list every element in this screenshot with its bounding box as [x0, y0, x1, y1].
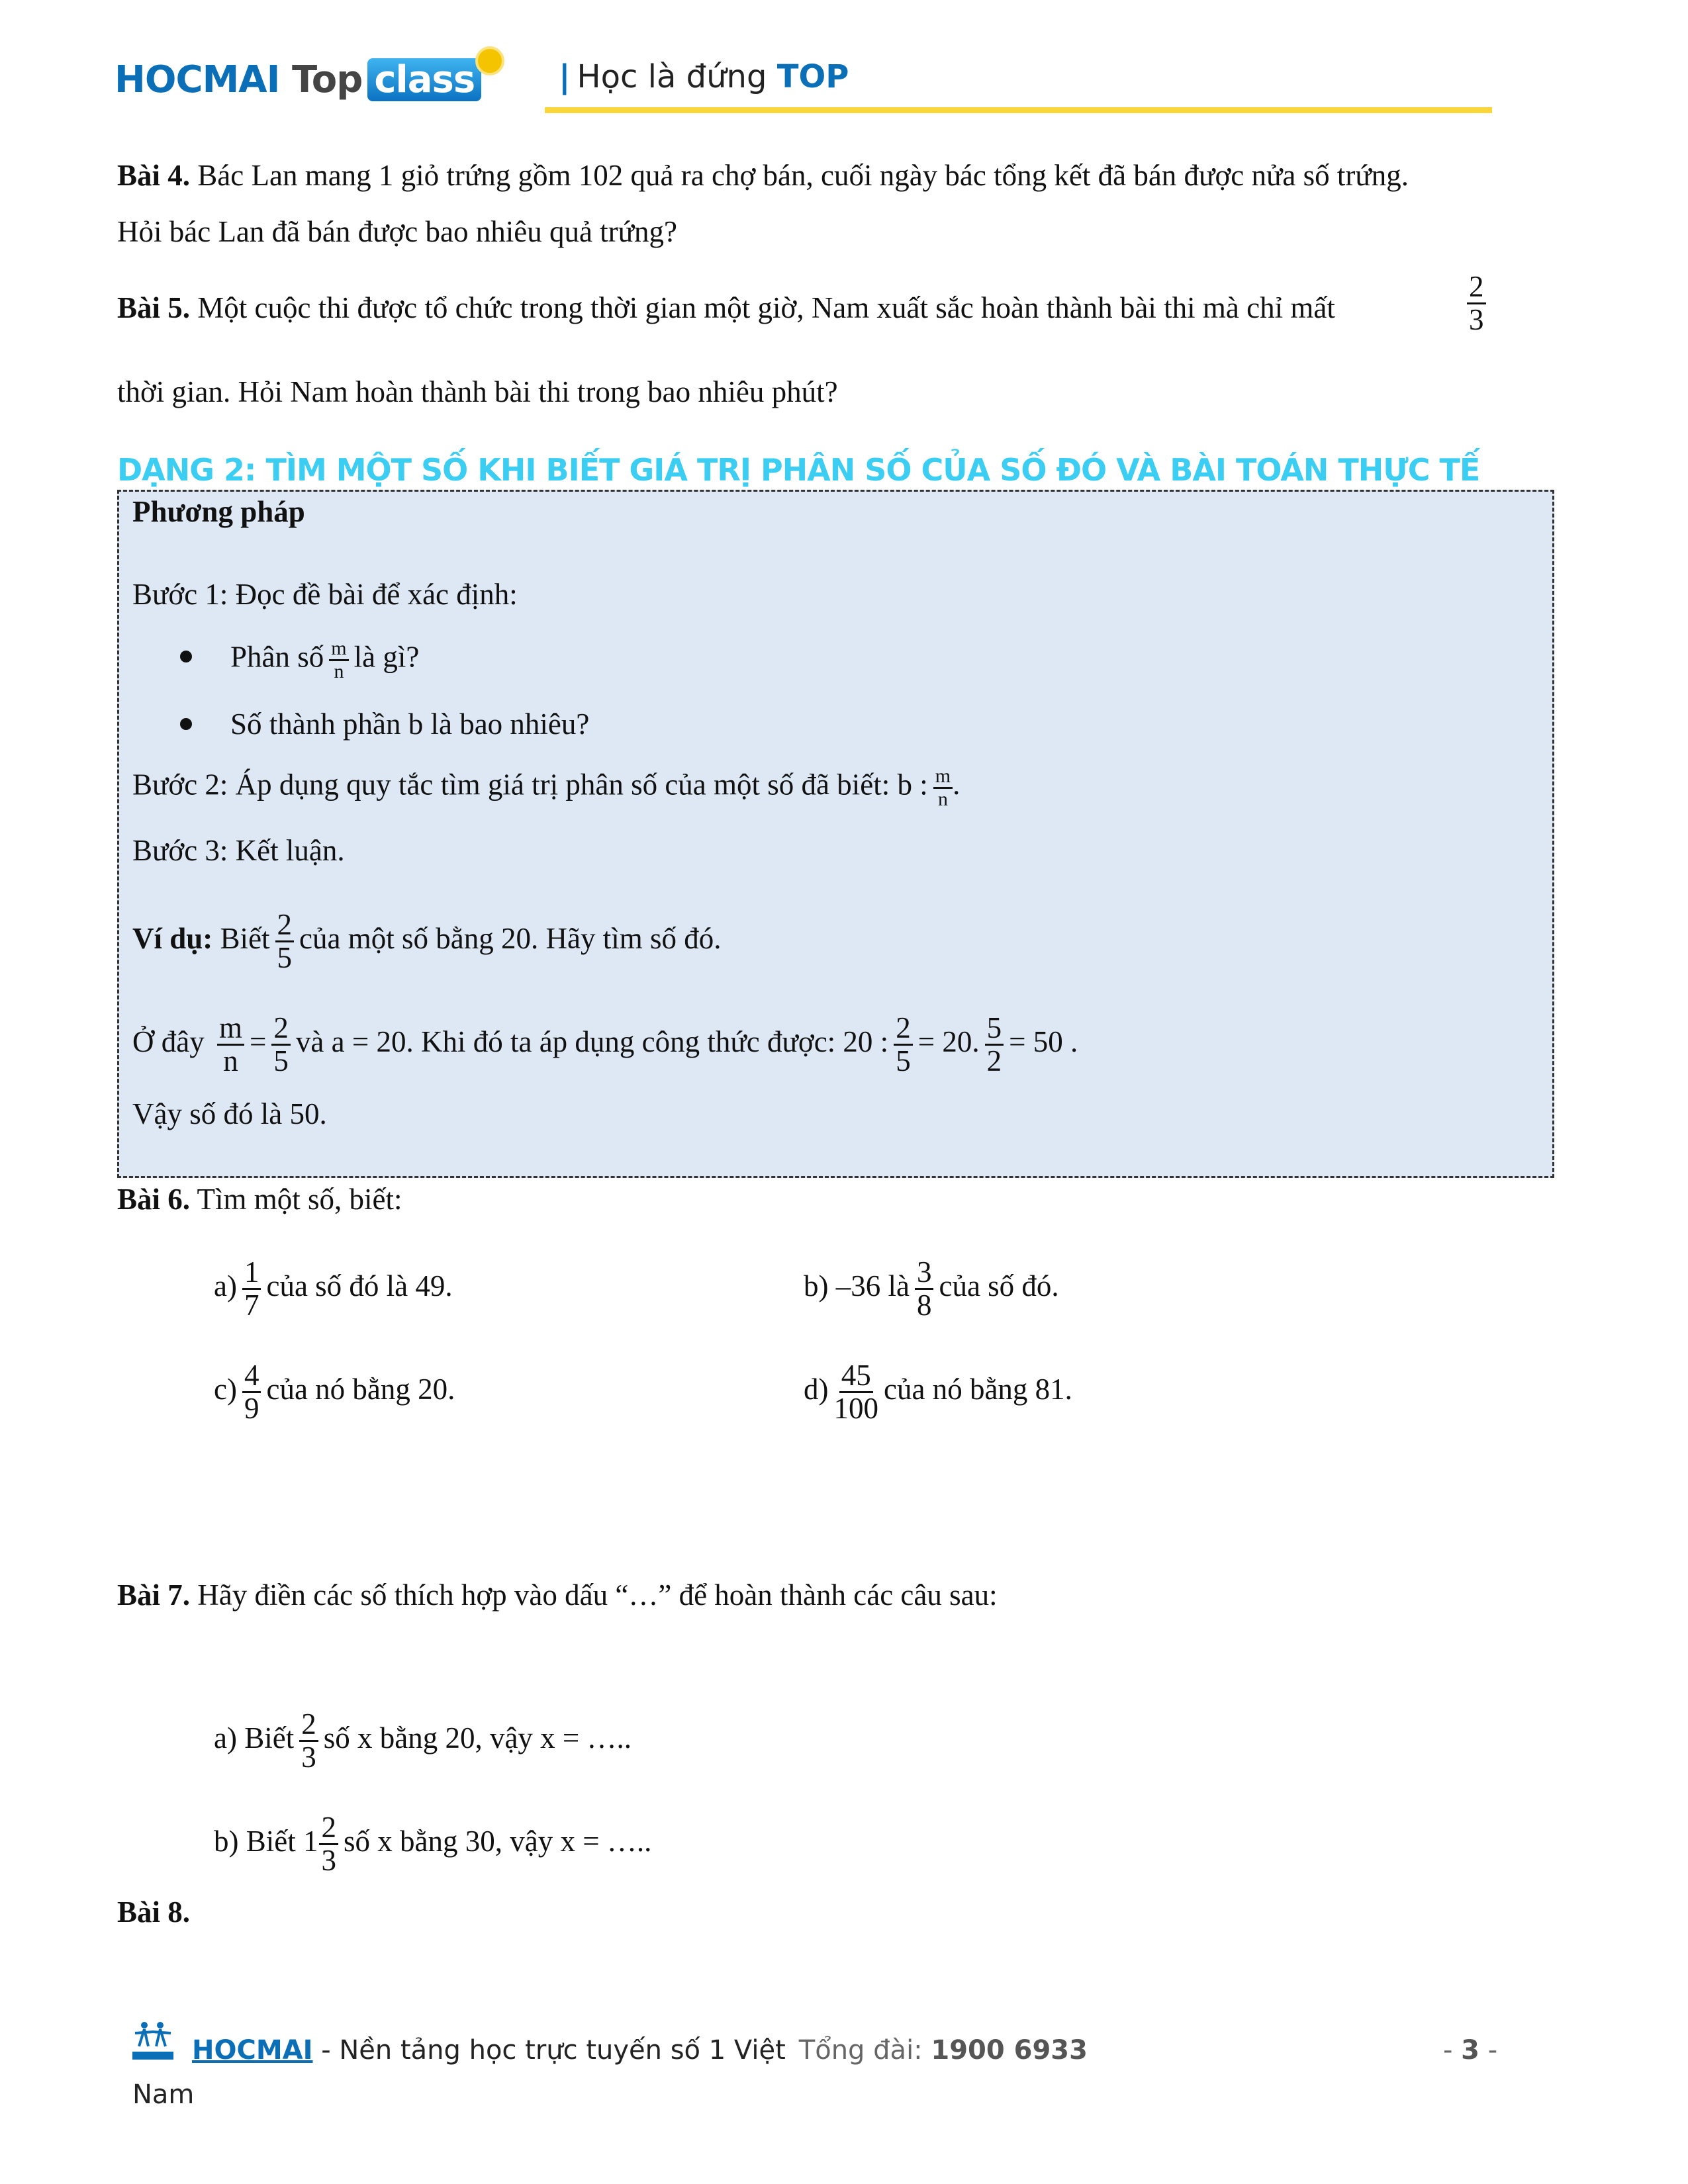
footer-brand-link[interactable]: HOCMAI — [192, 2035, 313, 2066]
footer-line2: Nam — [132, 2079, 195, 2110]
text: số x bằng 30, vậy x = ….. — [343, 1825, 652, 1858]
logo-top: Top — [291, 58, 363, 101]
text: của số đó. — [939, 1269, 1059, 1303]
bai8-label: Bài 8. — [117, 1895, 191, 1929]
text: . — [953, 768, 961, 801]
fraction-numerator: 2 — [319, 1812, 338, 1845]
section-heading: DẠNG 2: TÌM MỘT SỐ KHI BIẾT GIÁ TRỊ PHÂN SỐ CỦA SỐ ĐÓ VÀ BÀI TOÁN THỰC TẾ — [117, 452, 1480, 488]
fraction-numerator: 2 — [275, 909, 295, 942]
fraction-numerator: 2 — [894, 1013, 913, 1046]
footer — [192, 2035, 1088, 2066]
text: 20 : — [843, 1025, 889, 1059]
tagline-bar: | — [559, 58, 571, 95]
bai6-d — [804, 1360, 1072, 1425]
fraction-numerator: 2 — [271, 1013, 291, 1046]
bai4-line2: Hỏi bác Lan đã bán được bao nhiêu quả trứng? — [117, 215, 678, 248]
dash: - — [1443, 2035, 1453, 2066]
fraction-numerator: m — [933, 766, 953, 789]
text: Ở đây — [132, 1025, 205, 1059]
text: c) — [214, 1373, 237, 1406]
bai7-b — [214, 1812, 651, 1877]
fraction-denominator: n — [334, 660, 344, 682]
bai5-fraction — [1462, 271, 1491, 336]
fraction-numerator: 5 — [985, 1013, 1004, 1046]
bai5-line2: thời gian. Hỏi Nam hoàn thành bài thi trong bao nhiêu phút? — [117, 375, 838, 408]
text: của nó bằng 81. — [884, 1373, 1072, 1406]
fraction-denominator: 8 — [916, 1289, 932, 1322]
bai4-text: Bác Lan mang 1 giỏ trứng gồm 102 quả ra chợ bán, cuối ngày bác tổng kết đã bán được nửa số trứng. — [197, 159, 1409, 192]
fraction-denominator: 2 — [986, 1044, 1002, 1078]
hocmai-footer-logo-icon — [130, 2020, 176, 2061]
bullet-icon — [180, 718, 192, 730]
page-number-value: 3 — [1461, 2035, 1479, 2066]
fraction-numerator: 2 — [1467, 271, 1486, 304]
hotline-number: 1900 6933 — [931, 2035, 1088, 2066]
logo-class: class — [367, 58, 481, 101]
text: và a = 20. Khi đó ta áp dụng công thức được: — [295, 1025, 836, 1059]
text: d) — [804, 1373, 829, 1406]
bai6-b — [804, 1257, 1059, 1322]
step3: Bước 3: Kết luận. — [132, 834, 345, 867]
text: Bước 2: Áp dụng quy tắc tìm giá trị phân số của một số đã biết: b : — [132, 768, 928, 801]
fraction-denominator: 100 — [833, 1392, 878, 1426]
bai7-label: Bài 7. — [117, 1578, 191, 1612]
tagline-text: Học là đứng — [577, 58, 767, 95]
bullet-icon — [180, 651, 192, 662]
example-label: Ví dụ: — [132, 922, 213, 956]
fraction-denominator: n — [223, 1044, 238, 1078]
text: = 20. — [917, 1025, 980, 1059]
text: Phân số — [230, 640, 324, 674]
hocmai-topclass-logo — [115, 58, 481, 101]
text: a) — [214, 1269, 237, 1303]
text: b) –36 là — [804, 1269, 910, 1303]
fraction-denominator: 9 — [244, 1392, 259, 1426]
fraction-denominator: 3 — [1469, 303, 1484, 337]
fraction-denominator: 5 — [277, 941, 293, 975]
bai4-line1 — [117, 157, 1409, 194]
text: của số đó là 49. — [266, 1269, 453, 1303]
fraction-denominator: 5 — [896, 1044, 911, 1078]
bai5-text: Một cuộc thi được tổ chức trong thời gian một giờ, Nam xuất sắc hoàn thành bài thi mà chỉ mất — [197, 291, 1335, 324]
fraction-denominator: 7 — [244, 1289, 259, 1322]
star-badge-icon — [475, 46, 504, 75]
bai6-a — [214, 1257, 453, 1322]
fraction-denominator: 3 — [301, 1741, 316, 1774]
fraction-numerator: m — [329, 638, 348, 661]
text: b) Biết 1 — [214, 1825, 318, 1858]
bai6-c — [214, 1360, 455, 1425]
bai5-line1 — [117, 289, 1335, 326]
bai4-label: Bài 4. — [117, 159, 191, 192]
bai6-heading — [117, 1181, 402, 1218]
text: a) Biết — [214, 1721, 295, 1755]
example-solution — [132, 1013, 1078, 1077]
fraction-denominator: n — [937, 788, 948, 810]
logo-hocmai: HOCMAI — [115, 58, 280, 101]
example-conclusion: Vậy số đó là 50. — [132, 1097, 327, 1130]
tagline-top: TOP — [776, 58, 849, 95]
fraction-numerator: 45 — [839, 1360, 873, 1393]
text: Hãy điền các số thích hợp vào dấu “…” để hoàn thành các câu sau: — [197, 1578, 998, 1612]
fraction-numerator: 4 — [242, 1360, 261, 1393]
dash: - — [1487, 2035, 1498, 2066]
header-divider — [545, 107, 1492, 113]
bullet1 — [230, 638, 419, 682]
fraction-numerator: 1 — [242, 1257, 261, 1290]
page-number — [1443, 2035, 1497, 2066]
step1: Bước 1: Đọc đề bài để xác định: — [132, 578, 518, 611]
fraction-denominator: 5 — [273, 1044, 289, 1078]
fraction-numerator: 3 — [915, 1257, 934, 1290]
example — [132, 909, 721, 974]
tagline — [559, 58, 849, 95]
hotline-label: Tổng đài: — [798, 2035, 923, 2066]
bai7-heading — [117, 1576, 998, 1614]
text: Biết — [220, 922, 270, 956]
fraction-denominator: 3 — [321, 1844, 336, 1878]
text: của một số bằng 20. Hãy tìm số đó. — [299, 922, 722, 956]
bai6-label: Bài 6. — [117, 1183, 191, 1216]
method-title: Phương pháp — [132, 495, 305, 528]
text: Tìm một số, biết: — [197, 1183, 402, 1216]
step2 — [132, 766, 960, 809]
fraction-numerator: m — [217, 1013, 244, 1046]
bai7-a — [214, 1709, 632, 1774]
text: = — [250, 1025, 267, 1059]
bai5-label: Bài 5. — [117, 291, 191, 324]
text: = 50 . — [1009, 1025, 1078, 1059]
fraction-numerator: 2 — [299, 1709, 318, 1742]
text: của nó bằng 20. — [266, 1373, 455, 1406]
text: là gì? — [353, 640, 420, 674]
footer-text: - Nền tảng học trực tuyến số 1 Việt — [321, 2035, 786, 2066]
bullet2: Số thành phần b là bao nhiêu? — [230, 707, 590, 741]
text: số x bằng 20, vậy x = ….. — [323, 1721, 632, 1755]
